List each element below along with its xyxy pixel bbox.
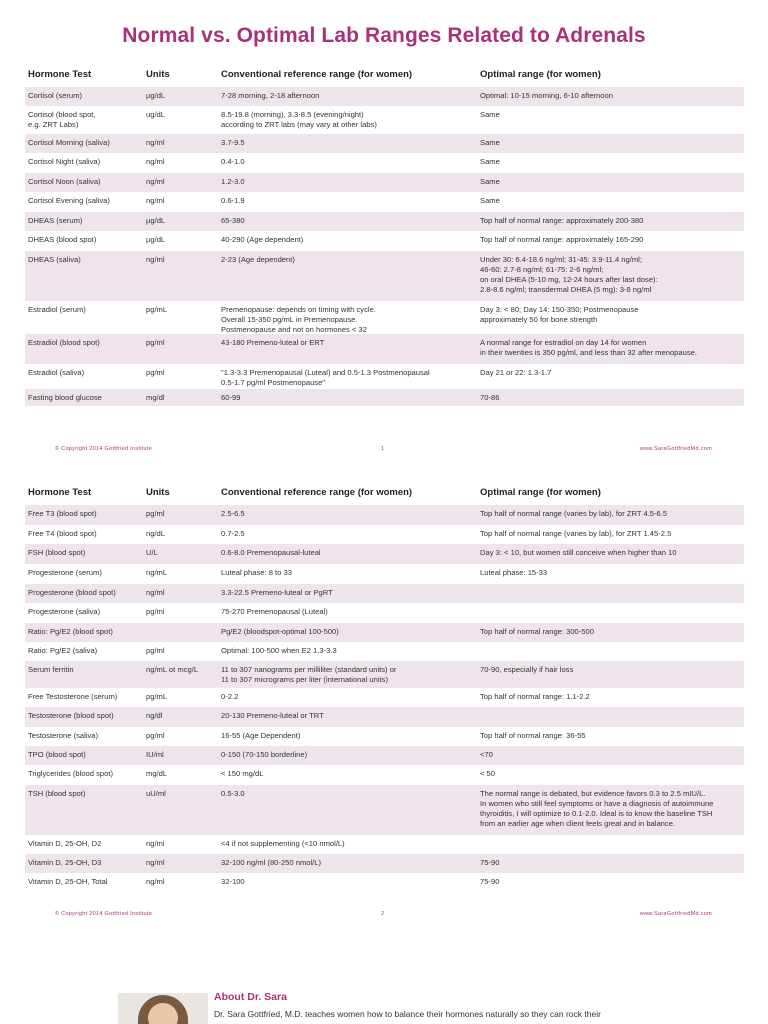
table-row [25,623,744,642]
units-cell: pg/mL [146,305,168,314]
test-name-cell: FSH (blood spot) [28,548,86,557]
conventional-range-cell: < 150 mg/dL [221,769,264,778]
optimal-range-cell: 70-86 [480,393,500,402]
table-row [25,87,744,106]
test-name-cell: Testosterone (blood spot) [28,711,114,720]
conventional-range-cell: 0-150 (70-150 borderline) [221,750,308,759]
table-row [25,835,744,854]
test-name-cell: DHEAS (blood spot) [28,235,97,244]
units-cell: ng/mL [146,568,168,577]
optimal-range-cell: Day 3: < 10, but women still conceive when higher than 10 [480,548,677,557]
website-link[interactable]: www.SaraGottfriedMd.com [639,911,712,917]
units-cell: mg/dl [146,393,165,402]
conventional-range-cell: 16-55 (Age Dependent) [221,731,301,740]
optimal-range-cell: Same [480,110,500,119]
conventional-range-cell: 11 to 307 nanograms per milliliter (standard units) or 11 to 307 micrograms per liter (international units) [221,665,397,684]
table-row [25,134,744,153]
table-row [25,642,744,661]
units-cell: µg/dL [146,235,166,244]
conventional-range-cell: 0.6-8.0 Premenopausal-luteal [221,548,321,557]
units-cell: pg/ml [146,731,165,740]
test-name-cell: Ratio: Pg/E2 (blood spot) [28,627,113,636]
test-name-cell: Estradiol (serum) [28,305,86,314]
conventional-range-cell: <4 if not supplementing (<10 nmol/L) [221,839,345,848]
test-name-cell: Vitamin D, 25-OH, D2 [28,839,102,848]
table-row [25,251,744,301]
test-name-cell: Testosterone (saliva) [28,731,99,740]
copyright-text: © Copyright 2014 Gottfried Institute [55,911,153,917]
test-name-cell: Free T3 (blood spot) [28,509,97,518]
column-header: Units [146,69,170,80]
conventional-range-cell: 3.7-9.5 [221,138,245,147]
conventional-range-cell: Luteal phase: 8 to 33 [221,568,292,577]
conventional-range-cell: "1.3-3.3 Premenopausal (Luteal) and 0.5-1.3 Postmenopausal 0.5-1.7 pg/ml Postmenopause" [221,368,430,387]
column-header: Optimal range (for women) [480,69,601,80]
about-heading: About Dr. Sara [214,991,287,1003]
test-name-cell: Progesterone (saliva) [28,607,101,616]
conventional-range-cell: 0.4-1.0 [221,157,245,166]
optimal-range-cell: 70-90, especially if hair loss [480,665,574,674]
table-row [25,564,744,584]
column-header: Hormone Test [28,69,92,80]
table-row [25,765,744,785]
conventional-range-cell: 65-380 [221,216,245,225]
units-cell: pg/ml [146,509,165,518]
units-cell: pg/ml [146,338,165,347]
optimal-range-cell: Optimal: 10-15 morning, 6-10 afternoon [480,91,613,100]
optimal-range-cell: Top half of normal range: 36-55 [480,731,586,740]
column-header: Conventional reference range (for women) [221,69,413,80]
conventional-range-cell: 40-290 (Age dependent) [221,235,304,244]
conventional-range-cell: 0-2.2 [221,692,239,701]
conventional-range-cell: 32-100 [221,877,245,886]
table-row [25,505,744,525]
test-name-cell: Cortisol Morning (saliva) [28,138,110,147]
page-title: Normal vs. Optimal Lab Ranges Related to Adrenals [122,24,646,47]
table-row [25,584,744,603]
table-header [25,65,744,87]
optimal-range-cell: <70 [480,750,493,759]
table-row [25,707,744,727]
optimal-range-cell: 75-90 [480,858,500,867]
units-cell: pg/ml [146,607,165,616]
conventional-range-cell: 2.5-6.5 [221,509,245,518]
optimal-range-cell: Same [480,138,500,147]
test-name-cell: TPO (blood spot) [28,750,86,759]
table-row [25,746,744,765]
column-header: Hormone Test [28,487,92,498]
units-cell: pg/ml [146,368,165,377]
conventional-range-cell: 75-270 Premenopausal (Luteal) [221,607,328,616]
conventional-range-cell: Pg/E2 (bloodspot-optimal 100-500) [221,627,339,636]
conventional-range-cell: 32-100 ng/ml (80-250 nmol/L) [221,858,322,867]
conventional-range-cell: Optimal: 100-500 when E2 1.3-3.3 [221,646,337,655]
test-name-cell: DHEAS (saliva) [28,255,81,264]
table-row [25,106,744,134]
table-row [25,389,744,406]
units-cell: ng/mL ot mcg/L [146,665,199,674]
lab-table-page-2 [25,483,744,892]
units-cell: mg/dL [146,769,168,778]
optimal-range-cell: Top half of normal range: approximately 165-290 [480,235,644,244]
table-row [25,153,744,173]
conventional-range-cell: 60-99 [221,393,241,402]
column-header: Optimal range (for women) [480,487,601,498]
test-name-cell: Estradiol (saliva) [28,368,85,377]
units-cell: ng/dl [146,711,163,720]
optimal-range-cell: Top half of normal range (varies by lab), for ZRT 1.45-2.5 [480,529,672,538]
optimal-range-cell: Under 30: 6.4-18.6 ng/ml; 31-45: 3.9-11.4 ng/ml; 46-60: 2.7-8 ng/ml; 61-75: 2-6 ng/ml; on oral DHEA (5-10 mg, 12-24 hours after last dose): 2.8-8.6 ng/ml; transdermal DHEA (5 mg): 3-8 ng/ml [480,255,658,294]
test-name-cell: Cortisol Night (saliva) [28,157,101,166]
units-cell: pg/mL [146,692,168,701]
table-row [25,334,744,364]
optimal-range-cell: 75-90 [480,877,500,886]
optimal-range-cell: Same [480,196,500,205]
test-name-cell: Progesterone (serum) [28,568,102,577]
lab-table-page-1 [25,65,744,406]
test-name-cell: Vitamin D, 25-OH, Total [28,877,108,886]
optimal-range-cell: A normal range for estradiol on day 14 for women in their twenties is 350 pg/ml, and less than 32 after menopause. [480,338,697,357]
test-name-cell: Cortisol Evening (saliva) [28,196,110,205]
page-number: 2 [381,911,385,917]
about-text: Dr. Sara Gottfried, M.D. teaches women how to balance their hormones naturally so they can rock their [214,1009,601,1019]
conventional-range-cell: 0.6-1.9 [221,196,245,205]
table-row [25,727,744,746]
conventional-range-cell: 1.2-3.0 [221,177,245,186]
test-name-cell: Serum ferritin [28,665,74,674]
units-cell: ug/dL [146,110,166,119]
conventional-range-cell: 0.5-3.0 [221,789,245,798]
test-name-cell: Estradiol (blood spot) [28,338,100,347]
optimal-range-cell: Top half of normal range (varies by lab), for ZRT 4.5-6.5 [480,509,668,518]
optimal-range-cell: Top half of normal range: approximately 200-380 [480,216,644,225]
optimal-range-cell: Same [480,157,500,166]
units-cell: µg/dL [146,91,166,100]
test-name-cell: Free Testosterone (serum) [28,692,118,701]
test-name-cell: Free T4 (blood spot) [28,529,97,538]
test-name-cell: Progesterone (blood spot) [28,588,116,597]
table-row [25,525,744,544]
optimal-range-cell: Luteal phase: 15-33 [480,568,548,577]
units-cell: uU/ml [146,789,166,798]
optimal-range-cell: Same [480,177,500,186]
units-cell: ng/ml [146,138,165,147]
table-row [25,688,744,707]
author-photo [118,993,208,1024]
optimal-range-cell: Day 21 or 22: 1.3-1.7 [480,368,552,377]
test-name-cell: Cortisol Noon (saliva) [28,177,101,186]
optimal-range-cell: The normal range is debated, but evidence favors 0.3 to 2.5 mIU/L. In women who still feel symptoms or have a diagnosis of autoimmune thyroiditis, I will optimize to 0.1-2.0. Ideal is to know the baseline TSH from an earlier age when client feels great and in balance. [480,789,714,828]
test-name-cell: Triglycerides (blood spot) [28,769,113,778]
units-cell: ng/ml [146,196,165,205]
table-row [25,212,744,231]
units-cell: U/L [146,548,158,557]
test-name-cell: TSH (blood spot) [28,789,86,798]
units-cell: pg/ml [146,646,165,655]
conventional-range-cell: 0.7-2.5 [221,529,245,538]
test-name-cell: DHEAS (serum) [28,216,83,225]
column-header: Units [146,487,170,498]
table-row [25,603,744,623]
table-row [25,301,744,334]
conventional-range-cell: 43-180 Premeno-luteal or ERT [221,338,325,347]
table-row [25,873,744,892]
table-row [25,544,744,564]
units-cell: ng/ml [146,177,165,186]
units-cell: ng/ml [146,877,165,886]
conventional-range-cell: Premenopause: depends on timing with cycle. Overall 15-350 pg/mL in Premenopause. Postmenopause and not on hormones < 32 [221,305,376,334]
test-name-cell: Fasting blood glucose [28,393,102,402]
optimal-range-cell: Top half of normal range: 300-500 [480,627,594,636]
units-cell: µg/dL [146,216,166,225]
conventional-range-cell: 3.3-22.5 Premeno-luteal or PgRT [221,588,333,597]
test-name-cell: Cortisol (blood spot, e.g. ZRT Labs) [28,110,96,129]
copyright-text: © Copyright 2014 Gottfried Institute [55,446,153,452]
column-header: Conventional reference range (for women) [221,487,413,498]
footer-page-1 [25,446,744,456]
website-link[interactable]: www.SaraGottfriedMd.com [639,446,712,452]
conventional-range-cell: 20-130 Premeno-luteal or TRT [221,711,324,720]
conventional-range-cell: 2-23 (Age dependent) [221,255,295,264]
test-name-cell: Ratio: Pg/E2 (saliva) [28,646,98,655]
optimal-range-cell: Day 3: < 80; Day 14: 150-350; Postmenopause approximately 50 for bone strength [480,305,639,324]
table-row [25,854,744,873]
table-row [25,785,744,835]
footer-page-2 [25,911,744,921]
units-cell: IU/ml [146,750,164,759]
optimal-range-cell: Top half of normal range: 1.1-2.2 [480,692,590,701]
units-cell: ng/ml [146,588,165,597]
units-cell: ng/ml [146,858,165,867]
page-number: 1 [381,446,385,452]
conventional-range-cell: 8.5-19.8 (morning), 3.3-8.5 (evening/night) according to ZRT labs (may vary at other labs) [221,110,377,129]
units-cell: ng/ml [146,157,165,166]
table-row [25,231,744,251]
units-cell: ng/ml [146,255,165,264]
test-name-cell: Vitamin D, 25-OH, D3 [28,858,102,867]
units-cell: ng/ml [146,839,165,848]
optimal-range-cell: < 50 [480,769,495,778]
units-cell: ng/dL [146,529,166,538]
table-row [25,192,744,212]
table-row [25,364,744,389]
table-row [25,661,744,688]
conventional-range-cell: 7-28 morning, 2-18 afternoon [221,91,320,100]
test-name-cell: Cortisol (serum) [28,91,83,100]
table-header [25,483,744,505]
table-row [25,173,744,192]
